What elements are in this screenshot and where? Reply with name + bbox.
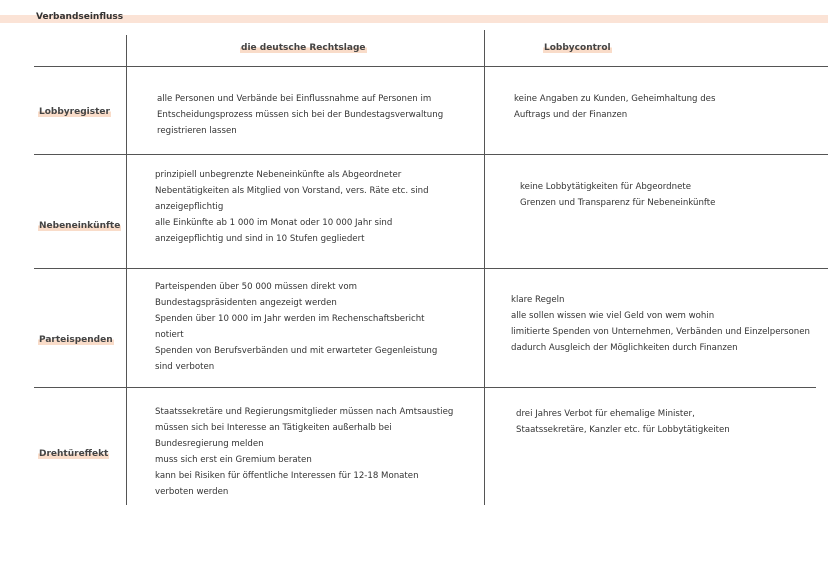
- column-divider-1: [126, 35, 127, 505]
- cell-line: limitierte Spenden von Unternehmen, Verbänden und Einzelpersonen: [511, 327, 810, 337]
- row-label-text: Lobbyregister: [39, 107, 110, 117]
- column-header-law-text: die deutsche Rechtslage: [241, 43, 366, 53]
- cell-line: anzeigepflichtig: [155, 202, 224, 212]
- row-label-text: Nebeneinkünfte: [39, 221, 121, 231]
- cell-line: Entscheidungsprozess müssen sich bei der Bundestagsverwaltung: [157, 110, 444, 120]
- cell-lobby-nebeneinkuenfte: [520, 179, 715, 211]
- row-divider-2: [34, 268, 828, 269]
- row-label-text: Parteispenden: [39, 335, 113, 345]
- cell-law-parteispenden: [155, 279, 437, 375]
- column-header-lobbycontrol: [543, 43, 612, 53]
- cell-line: anzeigepflichtig und sind in 10 Stufen gegliedert: [155, 234, 365, 244]
- cell-law-lobbyregister: [157, 91, 443, 139]
- cell-line: alle Einkünfte ab 1 000 im Monat oder 10 000 Jahr sind: [155, 218, 393, 228]
- row-label-parteispenden: [38, 335, 114, 345]
- cell-line: Staatssekretäre, Kanzler etc. für Lobbytätigkeiten: [516, 425, 730, 435]
- page-title: Verbandseinfluss: [36, 12, 124, 22]
- cell-line: sind verboten: [155, 362, 215, 372]
- cell-line: dadurch Ausgleich der Möglichkeiten durch Finanzen: [511, 343, 738, 353]
- cell-line: Parteispenden über 50 000 müssen direkt vom: [155, 282, 357, 292]
- cell-line: Bundestagspräsidenten angezeigt werden: [155, 298, 337, 308]
- title-highlight-bar: [0, 15, 828, 23]
- cell-line: alle Personen und Verbände bei Einflussnahme auf Personen im: [157, 94, 432, 104]
- cell-line: notiert: [155, 330, 184, 340]
- cell-lobby-parteispenden: [511, 292, 810, 356]
- column-header-law: [240, 43, 367, 53]
- cell-line: muss sich erst ein Gremium beraten: [155, 455, 312, 465]
- cell-law-drehtuereffekt: [155, 404, 453, 500]
- cell-line: drei Jahres Verbot für ehemalige Minister,: [516, 409, 695, 419]
- cell-line: registrieren lassen: [157, 126, 237, 136]
- cell-law-nebeneinkuenfte: [155, 167, 429, 247]
- cell-line: keine Angaben zu Kunden, Geheimhaltung des: [514, 94, 716, 104]
- cell-lobby-drehtuereffekt: [516, 406, 730, 438]
- cell-line: alle sollen wissen wie viel Geld von wem wohin: [511, 311, 715, 321]
- cell-line: Staatssekretäre und Regierungsmitglieder müssen nach Amtsaustieg: [155, 407, 454, 417]
- cell-line: Grenzen und Transparenz für Nebeneinkünfte: [520, 198, 716, 208]
- cell-line: Auftrags und der Finanzen: [514, 110, 628, 120]
- cell-line: müssen sich bei Interesse an Tätigkeiten außerhalb bei: [155, 423, 392, 433]
- row-divider-3: [34, 387, 816, 388]
- row-label-drehtuereffekt: [38, 449, 109, 459]
- cell-line: keine Lobbytätigkeiten für Abgeordnete: [520, 182, 692, 192]
- row-label-lobbyregister: [38, 107, 111, 117]
- row-divider-1: [34, 154, 828, 155]
- column-header-lobbycontrol-text: Lobbycontrol: [544, 43, 611, 53]
- row-label-nebeneinkuenfte: [38, 221, 121, 231]
- cell-line: Spenden von Berufsverbänden und mit erwarteter Gegenleistung: [155, 346, 438, 356]
- cell-line: Nebentätigkeiten als Mitglied von Vorstand, vers. Räte etc. sind: [155, 186, 429, 196]
- cell-line: klare Regeln: [511, 295, 565, 305]
- row-label-text: Drehtüreffekt: [39, 449, 109, 459]
- cell-line: kann bei Risiken für öffentliche Interessen für 12-18 Monaten: [155, 471, 419, 481]
- cell-line: Bundesregierung melden: [155, 439, 264, 449]
- row-divider-header: [34, 66, 828, 67]
- cell-line: Spenden über 10 000 im Jahr werden im Rechenschaftsbericht: [155, 314, 425, 324]
- cell-line: verboten werden: [155, 487, 229, 497]
- cell-lobby-lobbyregister: [514, 91, 715, 123]
- cell-line: prinzipiell unbegrenzte Nebeneinkünfte als Abgeordneter: [155, 170, 402, 180]
